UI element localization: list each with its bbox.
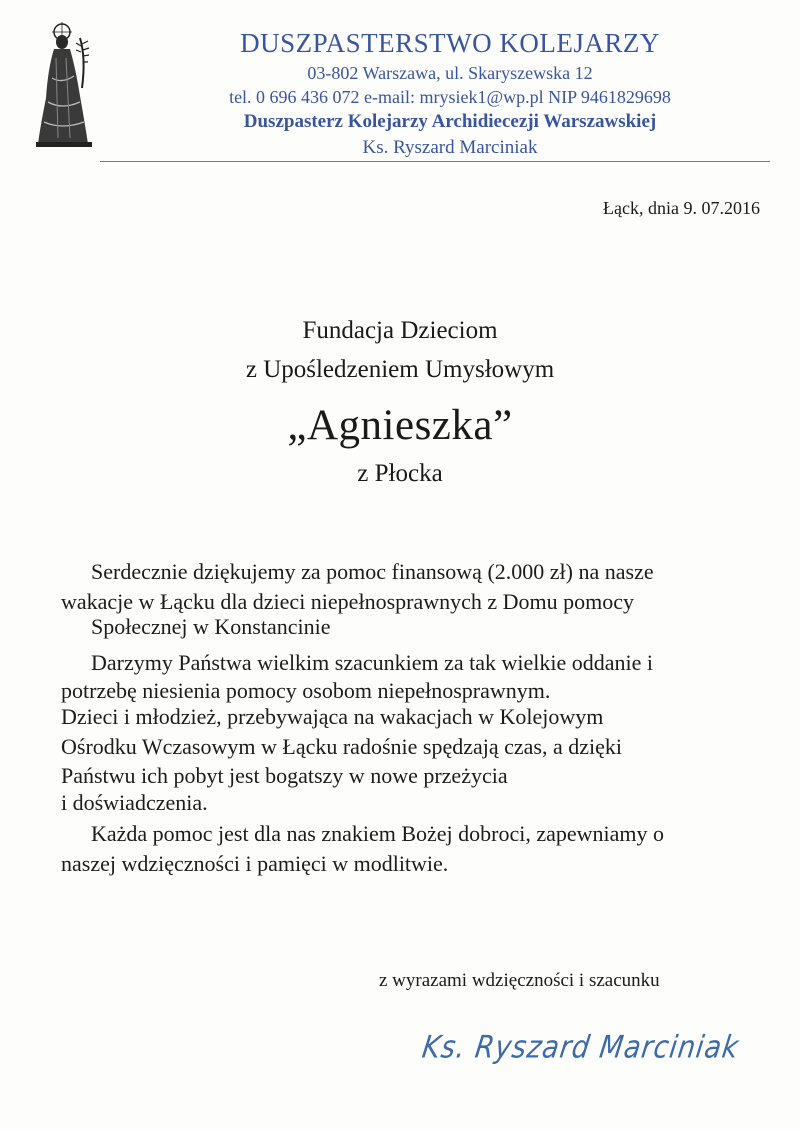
body-line: Serdecznie dziękujemy za pomoc finansową (2.000 zł) na nasze — [91, 559, 654, 584]
organization-person: Ks. Ryszard Marciniak — [362, 137, 538, 158]
body-line: Darzymy Państwa wielkim szacunkiem za tak wielkie oddanie i — [91, 650, 654, 675]
saint-figure-icon — [30, 18, 100, 148]
recipient-line-1: Fundacja Dzieciom — [302, 317, 498, 344]
body-line: naszej wdzięczności i pamięci w modlitwie. — [61, 851, 449, 876]
body-line: Państwu ich pobyt jest bogatszy w nowe przeżycia — [61, 763, 508, 788]
body-line: Społecznej w Konstancinie — [91, 614, 331, 639]
body-line: wakacje w Łącku dla dzieci niepełnosprawnych z Domu pomocy — [61, 589, 635, 614]
body-line: Ośrodku Wczasowym w Łącku radośnie spędzają czas, a dzięki — [61, 734, 622, 759]
body-line: i doświadczenia. — [61, 790, 208, 815]
body-line: Dzieci i młodzież, przebywająca na wakacjach w Kolejowym — [61, 704, 604, 729]
letterhead — [0, 0, 800, 170]
recipient-line-4: z Płocka — [357, 460, 443, 487]
signature: Ks. Ryszard Marciniak — [419, 1030, 742, 1066]
letter-date: Łąck, dnia 9. 07.2016 — [603, 198, 760, 218]
closing-phrase: z wyrazami wdzięczności i szacunku — [379, 970, 660, 991]
body-line: potrzebę niesienia pomocy osobom niepełnosprawnym. — [61, 678, 551, 703]
recipient-name: „Agnieszka” — [287, 402, 513, 449]
organization-title: DUSZPASTERSTWO KOLEJARZY — [240, 28, 660, 58]
letterhead-divider — [100, 161, 770, 162]
organization-contact: tel. 0 696 436 072 e-mail: mrysiek1@wp.pl NIP 9461829698 — [229, 87, 671, 107]
body-line: Każda pomoc jest dla nas znakiem Bożej dobroci, zapewniamy o — [91, 821, 665, 846]
recipient-line-2: z Upośledzeniem Umysłowym — [245, 356, 555, 383]
organization-role: Duszpasterz Kolejarzy Archidiecezji Warszawskiej — [243, 111, 657, 132]
organization-address: 03-802 Warszawa, ul. Skaryszewska 12 — [307, 63, 593, 83]
